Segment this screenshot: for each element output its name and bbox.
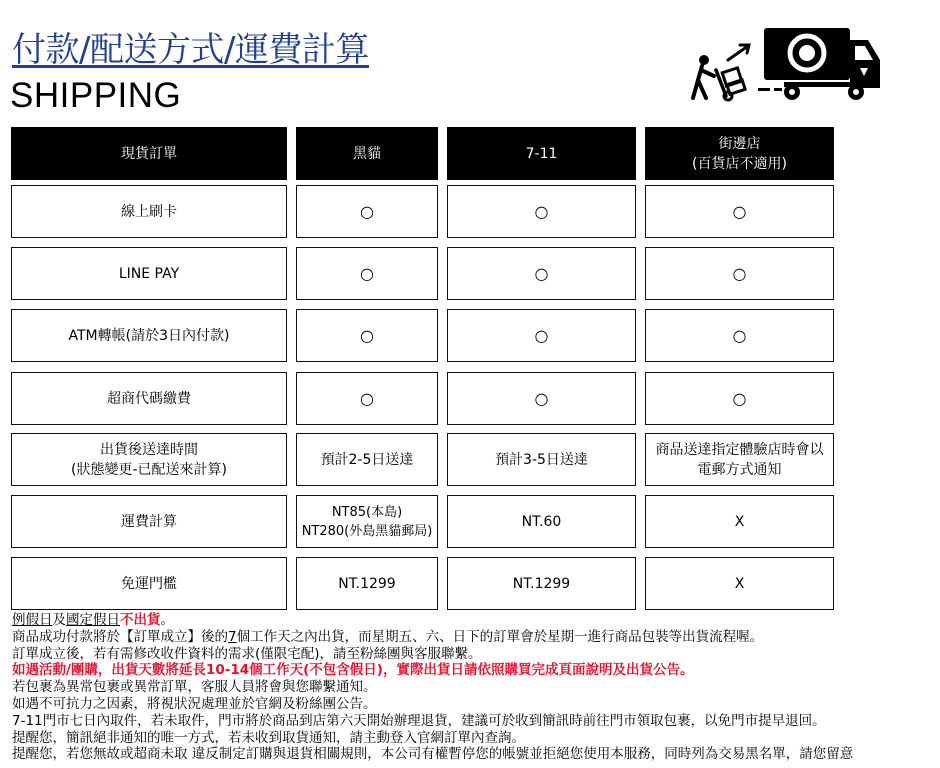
note-text: 個工作天之內出貨，而星期五、六、日下的訂單會於星期一進行商品包裝等出貨流程喔。 bbox=[236, 628, 764, 645]
table-cell bbox=[296, 495, 438, 548]
table-cell: ○ bbox=[645, 247, 834, 300]
table-cell: ○ bbox=[296, 309, 438, 362]
note-holiday-text: 國定假日 bbox=[66, 612, 120, 628]
row-label-store-code-payment: 超商代碼繳費 bbox=[11, 372, 287, 425]
note-line: 提醒您，若您無故或超商未取 違反制定訂購與退貨相關規則，本公司有權暫停您的帳號並拒絕您使用本服務，同時列為交易黑名單，請您留意 bbox=[12, 746, 854, 763]
note-line: 如遇不可抗力之因素，將視狀況處理並於官網及粉絲團公告。 bbox=[12, 695, 377, 712]
row-label-delivery-time-text: 出貨後送達時間 (狀態變更-已配送來計算) bbox=[71, 441, 227, 478]
note-holiday-highlight: 不出貨 bbox=[120, 612, 161, 628]
row-label-shipping-fee: 運費計算 bbox=[11, 495, 287, 548]
table-cell: 預計3-5日送達 bbox=[447, 433, 636, 486]
note-line: 訂單成立後，若有需修改收件資料的需求(僅限宅配)，請至粉絲團與客服聯繫。 bbox=[12, 645, 482, 662]
shipping-delivery-icon bbox=[688, 26, 884, 104]
row-label-delivery-time bbox=[11, 433, 287, 486]
table-cell-text: 商品送達指定體驗店時會以 電郵方式通知 bbox=[655, 441, 824, 478]
table-cell: ○ bbox=[296, 247, 438, 300]
row-label-line-pay: LINE PAY bbox=[11, 247, 287, 300]
table-cell: ○ bbox=[296, 372, 438, 425]
table-cell: NT.1299 bbox=[447, 557, 636, 610]
table-cell: ○ bbox=[645, 372, 834, 425]
header-cell-7-11: 7-11 bbox=[447, 127, 636, 180]
note-line: 若包裹為異常包裹或異常訂單，客服人員將會與您聯繫通知。 bbox=[12, 679, 377, 696]
table-cell: ○ bbox=[296, 185, 438, 238]
header-cell-street-store bbox=[645, 127, 834, 180]
table-cell bbox=[645, 433, 834, 486]
table-cell: X bbox=[645, 557, 834, 610]
note-line bbox=[12, 629, 940, 646]
table-cell: NT.60 bbox=[447, 495, 636, 548]
table-cell: NT.1299 bbox=[296, 557, 438, 610]
table-cell: ○ bbox=[447, 247, 636, 300]
table-cell: 預計2-5日送達 bbox=[296, 433, 438, 486]
row-label-free-shipping-threshold: 免運門檻 bbox=[11, 557, 287, 610]
header-cell-street-store-label: 街邊店 (百貨店不適用) bbox=[692, 135, 787, 172]
table-cell: ○ bbox=[447, 185, 636, 238]
note-holiday-text: 及 bbox=[52, 612, 66, 628]
row-label-credit-card: 線上刷卡 bbox=[11, 185, 287, 238]
note-holiday-text: 例假日 bbox=[12, 612, 53, 628]
row-label-atm-transfer: ATM轉帳(請於3日內付款) bbox=[11, 309, 287, 362]
note-text: 7 bbox=[228, 628, 237, 645]
note-line: 提醒您，簡訊絕非通知的唯一方式，若未收到取貨通知，請主動登入官網訂單內查詢。 bbox=[12, 729, 525, 746]
table-cell: X bbox=[645, 495, 834, 548]
table-cell-text: NT85(本島) NT280(外島黑貓郵局) bbox=[301, 504, 433, 539]
header-cell-black-cat: 黑貓 bbox=[296, 127, 438, 180]
table-cell: ○ bbox=[447, 372, 636, 425]
page-title: 付款/配送方式/運費計算 bbox=[12, 30, 369, 70]
table-cell: ○ bbox=[447, 309, 636, 362]
shipping-notes bbox=[12, 612, 940, 763]
header-cell-order-type: 現貨訂單 bbox=[11, 127, 287, 180]
note-holiday-text: 。 bbox=[160, 612, 174, 628]
table-cell: ○ bbox=[645, 309, 834, 362]
page-subtitle: SHIPPING bbox=[10, 76, 182, 115]
table-cell: ○ bbox=[645, 185, 834, 238]
note-holiday bbox=[12, 612, 940, 629]
note-text: 商品成功付款將於【訂單成立】後的 bbox=[12, 628, 228, 645]
note-line-highlight: 如遇活動/團購，出貨天數將延長10-14個工作天(不包含假日)，實際出貨日請依照購買完成頁面說明及出貨公告。 bbox=[12, 662, 694, 679]
note-line: 7-11門市七日內取件，若未取件，門市將於商品到店第六天開始辦理退貨，建議可於收到簡訊時前往門市領取包裹，以免門市提早退回。 bbox=[12, 712, 826, 729]
